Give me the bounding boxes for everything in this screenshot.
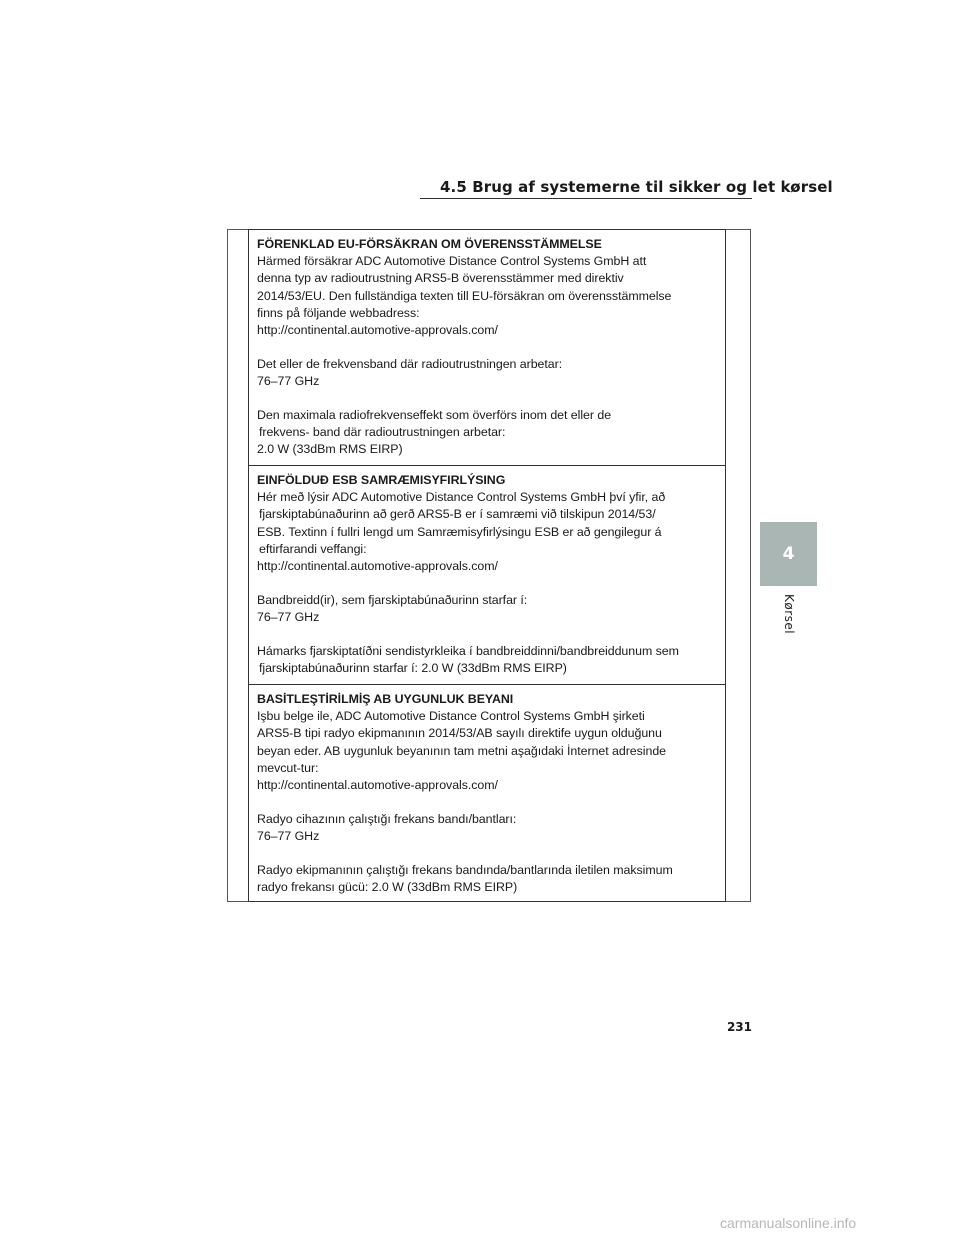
declaration-line: Den maximala radiofrekvenseffekt som överförs inom det eller de xyxy=(257,407,612,422)
declaration-line: denna typ av radioutrustning ARS5-B överensstämmer med direktiv xyxy=(257,271,624,286)
declaration-line: Det eller de frekvensband där radioutrustningen arbetar: xyxy=(257,356,563,371)
declaration-line: 76–77 GHz xyxy=(257,609,320,624)
declaration-line: ESB. Textinn í fullri lengd um Samræmisyfirlýsingu ESB er að gengilegur á xyxy=(257,524,662,539)
paragraph-gap xyxy=(257,845,717,862)
page-number: 231 xyxy=(726,1020,752,1034)
chapter-number: 4 xyxy=(782,544,795,564)
declaration-heading: FÖRENKLAD EU-FÖRSÄKRAN OM ÖVERENSSTÄMMELSE xyxy=(257,237,602,251)
declaration-url: http://continental.automotive-approvals.com/ xyxy=(257,777,498,792)
declaration-line: fjarskiptabúnaðurinn að gerð ARS5-B er í samræmi við tilskipun 2014/53/ xyxy=(259,507,656,522)
declaration-line: 2.0 W (33dBm RMS EIRP) xyxy=(257,441,403,456)
declaration-url: http://continental.automotive-approvals.com/ xyxy=(257,558,498,573)
declaration-line: ARS5-B tipi radyo ekipmanının 2014/53/AB sayılı direktife uygun olduğunu xyxy=(257,726,662,741)
declaration-line: Hér með lýsir ADC Automotive Distance Control Systems GmbH því yfir, að xyxy=(257,490,666,505)
chapter-tab xyxy=(760,522,817,586)
section-header-title: 4.5 Brug af systemerne til sikker og let kørsel xyxy=(440,178,833,196)
declaration-line: 76–77 GHz xyxy=(257,373,320,388)
outer-frame-right xyxy=(750,229,751,902)
declaration-line: frekvens- band där radioutrustningen arbetar: xyxy=(259,424,506,439)
declaration-heading: EINFÖLDUÐ ESB SAMRÆMISYFIRLÝSING xyxy=(257,473,506,487)
declaration-line: Bandbreidd(ir), sem fjarskiptabúnaðurinn starfar í: xyxy=(257,592,528,607)
chapter-label: Kørsel xyxy=(782,594,796,635)
declaration-line: Radyo ekipmanının çalıştığı frekans bandında/bantlarında iletilen maksimum xyxy=(257,862,673,877)
paragraph-gap xyxy=(257,575,717,592)
declaration-line: Radyo cihazının çalıştığı frekans bandı/bantları: xyxy=(257,811,517,826)
declaration-line: eftirfarandi veffangi: xyxy=(259,541,367,556)
declaration-line: beyan eder. AB uygunluk beyanının tam metni aşağıdaki İnternet adresinde xyxy=(257,743,667,758)
outer-frame-left xyxy=(227,229,228,902)
declaration-line: Işbu belge ile, ADC Automotive Distance Control Systems GmbH şirketi xyxy=(257,709,645,724)
declaration-line: 2014/53/EU. Den fullständiga texten till EU-försäkran om överensstämmelse xyxy=(257,288,672,303)
paragraph-gap xyxy=(257,626,717,643)
paragraph-gap xyxy=(257,339,717,356)
declaration-line: fjarskiptabúnaðurinn starfar í: 2.0 W (33dBm RMS EIRP) xyxy=(259,660,567,675)
declaration-line: finns på följande webbadress: xyxy=(257,305,420,320)
header-rule xyxy=(420,198,752,199)
declaration-box-swedish xyxy=(248,229,726,466)
declaration-line: radyo frekansı gücü: 2.0 W (33dBm RMS EIRP) xyxy=(257,879,518,894)
declaration-box-turkish xyxy=(248,685,726,902)
declaration-url: http://continental.automotive-approvals.com/ xyxy=(257,322,498,337)
paragraph-gap xyxy=(257,794,717,811)
declaration-box-icelandic xyxy=(248,466,726,685)
declaration-heading: BASİTLEŞTİRİLMİŞ AB UYGUNLUK BEYANI xyxy=(257,692,514,706)
declaration-line: Hámarks fjarskiptatíðni sendistyrkleika í bandbreiddinni/bandbreiddunum sem xyxy=(257,643,679,658)
declaration-line: Härmed försäkrar ADC Automotive Distance Control Systems GmbH att xyxy=(257,254,647,269)
paragraph-gap xyxy=(257,390,717,407)
watermark-text: carmanualsonline.info xyxy=(720,1215,857,1231)
declaration-line: mevcut-tur: xyxy=(257,760,319,775)
declaration-line: 76–77 GHz xyxy=(257,828,320,843)
